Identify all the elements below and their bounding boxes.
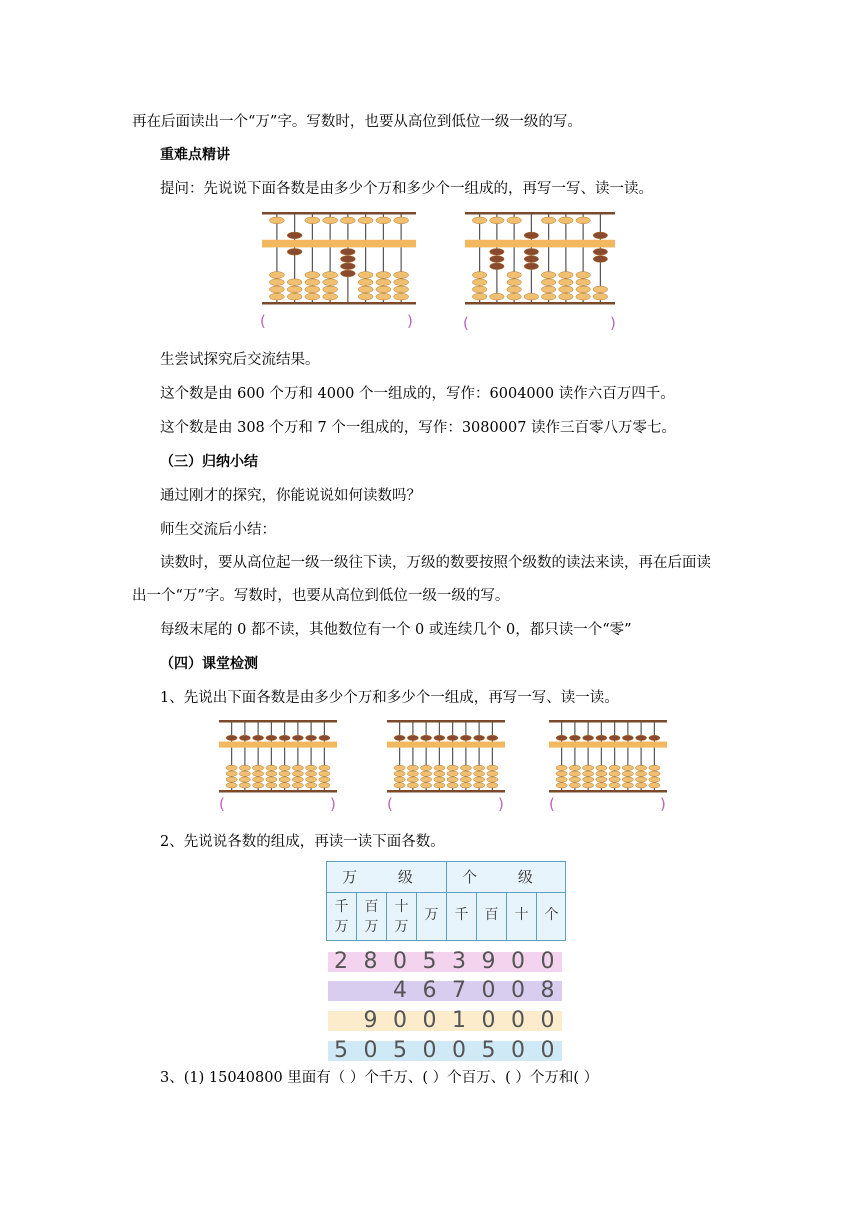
group-header-wan: 万 级 — [342, 868, 431, 886]
place-column: 十 — [514, 907, 529, 923]
bead — [593, 248, 607, 255]
bead — [394, 783, 405, 788]
bead — [319, 783, 330, 788]
bead — [583, 783, 594, 788]
bead — [239, 783, 250, 788]
bead — [559, 286, 573, 293]
bead — [394, 765, 405, 770]
bead — [622, 765, 633, 770]
bead — [434, 777, 445, 782]
beam — [549, 742, 667, 748]
bead — [269, 279, 284, 286]
bead — [569, 765, 580, 770]
digit: 0 — [511, 978, 525, 1003]
bead — [460, 783, 471, 788]
bead — [487, 777, 498, 782]
bead — [622, 771, 633, 776]
answer-paren-open: ( — [387, 795, 393, 813]
bead — [472, 279, 486, 286]
paragraph-2: 这个数是由 600 个万和 4000 个一组成的，写作：6004000 读作六百万四千。 — [160, 386, 675, 402]
bead — [306, 777, 317, 782]
digit: 0 — [511, 1038, 525, 1063]
bead — [376, 217, 391, 224]
bead — [541, 279, 555, 286]
bead — [593, 293, 607, 300]
heading-summary: （三）归纳小结 — [160, 454, 258, 470]
bead — [636, 777, 647, 782]
digit: 0 — [393, 1008, 407, 1033]
digit: 5 — [393, 1038, 407, 1063]
bead — [541, 217, 555, 224]
bead — [287, 279, 302, 286]
bead — [253, 765, 264, 770]
bead — [524, 256, 538, 263]
digit: 0 — [422, 1038, 437, 1063]
bead — [583, 771, 594, 776]
group-header-ge: 个 级 — [462, 868, 551, 886]
bead — [292, 777, 303, 782]
digit: 7 — [452, 978, 466, 1003]
bead — [609, 735, 620, 740]
bead — [460, 765, 471, 770]
digit: 1 — [452, 1008, 466, 1033]
bead — [609, 777, 620, 782]
answer-paren-open: ( — [549, 795, 555, 813]
exercise-1: 1、先说出下面各数是由多少个万和多少个一组成，再写一写、读一读。 — [160, 690, 619, 706]
bead — [292, 783, 303, 788]
exercise-2: 2、先说说各数的组成，再读一读下面各数。 — [160, 834, 445, 850]
paragraph-3: 这个数是由 308 个万和 7 个一组成的，写作：3080007 读作三百零八万零七。 — [160, 420, 677, 436]
bead — [487, 783, 498, 788]
bead — [576, 279, 590, 286]
bead — [407, 735, 418, 740]
bead — [287, 293, 302, 300]
bead — [524, 293, 538, 300]
digit: 8 — [363, 949, 378, 974]
beam — [262, 240, 416, 248]
bead — [472, 272, 486, 279]
bead — [622, 783, 633, 788]
paragraph-5: 师生交流后小结： — [160, 522, 276, 538]
bead — [524, 248, 538, 255]
digit: 2 — [334, 949, 348, 974]
paragraph-1: 生尝试探究后交流结果。 — [160, 352, 320, 368]
bead — [559, 217, 573, 224]
bead — [323, 217, 338, 224]
bead — [266, 783, 277, 788]
bead — [358, 272, 373, 279]
bead — [490, 248, 504, 255]
bead — [541, 293, 555, 300]
question-1: 提问：先说说下面各数是由多少个万和多少个一组成的，再写一写、读一读。 — [160, 181, 653, 197]
digit: 0 — [393, 949, 407, 974]
bead — [472, 217, 486, 224]
bead — [576, 272, 590, 279]
bead — [319, 771, 330, 776]
bead — [490, 293, 504, 300]
bead — [266, 765, 277, 770]
bead — [253, 783, 264, 788]
exercise-3: 3、(1) 15040800 里面有（ ）个千万、( ）个百万、( ）个万和( ） — [160, 1070, 599, 1086]
bead — [472, 286, 486, 293]
bead — [358, 279, 373, 286]
bead — [407, 777, 418, 782]
bead — [583, 777, 594, 782]
bead — [583, 735, 594, 740]
bead — [340, 270, 355, 277]
bead — [434, 771, 445, 776]
answer-paren-open: ( — [463, 314, 469, 332]
bead — [394, 293, 409, 300]
bead — [596, 771, 607, 776]
bead — [622, 777, 633, 782]
answer-paren-close: ) — [660, 795, 666, 813]
bead — [266, 735, 277, 740]
bead — [421, 735, 432, 740]
bead — [576, 293, 590, 300]
digit: 0 — [540, 1008, 555, 1033]
digit: 8 — [540, 978, 555, 1003]
bead — [507, 217, 521, 224]
bead — [323, 279, 338, 286]
heading-classroom-test: （四）课堂检测 — [160, 656, 258, 672]
digit: 5 — [422, 949, 437, 974]
bead — [340, 256, 355, 263]
bead — [292, 735, 303, 740]
bead — [421, 777, 432, 782]
paragraph-7: 出一个“万”字。写数时，也要从高位到低位一级一级的写。 — [132, 588, 510, 604]
answer-paren-open: ( — [219, 795, 225, 813]
bead — [649, 777, 660, 782]
answer-paren-close: ) — [610, 314, 616, 332]
bead — [609, 771, 620, 776]
bead — [556, 783, 567, 788]
bead — [394, 286, 409, 293]
digit: 5 — [481, 1038, 496, 1063]
bead — [226, 777, 237, 782]
bead — [487, 771, 498, 776]
bead — [394, 735, 405, 740]
bead — [253, 735, 264, 740]
bead — [266, 771, 277, 776]
bead — [306, 765, 317, 770]
beam — [387, 742, 505, 748]
digit: 6 — [422, 978, 437, 1003]
bead — [596, 765, 607, 770]
number-row-3 — [328, 1038, 562, 1063]
abacus-exercise-b — [387, 718, 505, 794]
bead — [541, 272, 555, 279]
bead — [447, 735, 458, 740]
bead — [556, 765, 567, 770]
bead — [569, 771, 580, 776]
bead — [358, 286, 373, 293]
bead — [279, 765, 290, 770]
bead — [319, 777, 330, 782]
digit: 9 — [481, 949, 496, 974]
bead — [407, 783, 418, 788]
bead — [556, 735, 567, 740]
bead — [239, 777, 250, 782]
bead — [269, 286, 284, 293]
bead — [596, 777, 607, 782]
abacus-3080007 — [465, 210, 615, 306]
bead — [474, 771, 485, 776]
bead — [376, 279, 391, 286]
digit: 0 — [481, 978, 496, 1003]
bead — [394, 279, 409, 286]
place-column: 十 万 — [394, 899, 409, 935]
bead — [279, 783, 290, 788]
bead — [226, 783, 237, 788]
bead — [541, 286, 555, 293]
digit: 0 — [540, 949, 555, 974]
bead — [447, 765, 458, 770]
digit: 0 — [540, 1038, 555, 1063]
bead — [253, 771, 264, 776]
bead — [239, 765, 250, 770]
bead — [593, 286, 607, 293]
bead — [460, 771, 471, 776]
bead — [292, 765, 303, 770]
number-row-0 — [328, 949, 562, 974]
bead — [559, 279, 573, 286]
bead — [421, 783, 432, 788]
bead — [434, 735, 445, 740]
place-column: 千 万 — [334, 899, 349, 935]
bead — [487, 735, 498, 740]
bead — [340, 248, 355, 255]
bead — [609, 783, 620, 788]
bead — [226, 771, 237, 776]
bead — [319, 735, 330, 740]
bead — [490, 217, 504, 224]
bead — [269, 217, 284, 224]
bead — [323, 293, 338, 300]
bead — [593, 232, 607, 239]
bead — [434, 765, 445, 770]
bead — [394, 272, 409, 279]
bead — [447, 783, 458, 788]
bead — [376, 286, 391, 293]
bead — [279, 771, 290, 776]
bead — [490, 263, 504, 270]
bead — [319, 765, 330, 770]
bead — [407, 765, 418, 770]
bead — [306, 735, 317, 740]
digit: 0 — [511, 949, 525, 974]
bead — [507, 293, 521, 300]
bead — [434, 783, 445, 788]
bead — [576, 217, 590, 224]
bead — [279, 777, 290, 782]
bead — [358, 217, 373, 224]
bead — [556, 777, 567, 782]
answer-paren-close: ) — [407, 312, 413, 330]
bead — [487, 765, 498, 770]
bead — [596, 735, 607, 740]
bead — [507, 286, 521, 293]
bead — [394, 217, 409, 224]
digit: 4 — [393, 978, 407, 1003]
digit: 0 — [452, 1038, 466, 1063]
bead — [376, 272, 391, 279]
digit: 0 — [422, 1008, 437, 1033]
bead — [287, 286, 302, 293]
bead — [490, 256, 504, 263]
bead — [460, 735, 471, 740]
bead — [323, 286, 338, 293]
bead — [407, 771, 418, 776]
bead — [305, 293, 320, 300]
bead — [649, 771, 660, 776]
bead — [269, 272, 284, 279]
bead — [358, 293, 373, 300]
bead — [524, 263, 538, 270]
bead — [340, 263, 355, 270]
bead — [306, 783, 317, 788]
bead — [421, 765, 432, 770]
bead — [474, 735, 485, 740]
line-continuation: 再在后面读出一个“万”字。写数时，也要从高位到低位一级一级的写。 — [132, 114, 582, 130]
bead — [583, 765, 594, 770]
digit: 0 — [481, 1008, 496, 1033]
place-column: 个 — [544, 907, 559, 923]
bead — [649, 765, 660, 770]
bead — [226, 765, 237, 770]
bead — [636, 771, 647, 776]
bead — [376, 293, 391, 300]
digit: 5 — [334, 1038, 348, 1063]
number-row-1 — [328, 978, 562, 1003]
bead — [305, 279, 320, 286]
bead — [279, 735, 290, 740]
place-column: 千 — [454, 907, 469, 923]
paragraph-8: 每级末尾的 0 都不读，其他数位有一个 0 或连续几个 0，都只读一个“零” — [160, 622, 632, 638]
bead — [524, 232, 538, 239]
bead — [636, 783, 647, 788]
bead — [556, 771, 567, 776]
digit: 0 — [511, 1008, 525, 1033]
beam — [219, 742, 337, 748]
answer-paren-open: ( — [260, 312, 266, 330]
bead — [447, 771, 458, 776]
bead — [474, 765, 485, 770]
bead — [253, 777, 264, 782]
bead — [306, 771, 317, 776]
bead — [649, 735, 660, 740]
bead — [569, 777, 580, 782]
bead — [394, 771, 405, 776]
bead — [609, 765, 620, 770]
bead — [460, 777, 471, 782]
bead — [622, 735, 633, 740]
bead — [636, 765, 647, 770]
bead — [474, 777, 485, 782]
bead — [239, 735, 250, 740]
bead — [636, 735, 647, 740]
bead — [596, 783, 607, 788]
digit: 3 — [452, 949, 466, 974]
digit: 0 — [363, 1038, 378, 1063]
bead — [239, 771, 250, 776]
bead — [287, 232, 302, 239]
bead — [472, 293, 486, 300]
digit: 9 — [363, 1008, 378, 1033]
place-value-table — [326, 861, 566, 941]
bead — [226, 735, 237, 740]
bead — [447, 777, 458, 782]
answer-paren-close: ) — [498, 795, 504, 813]
paragraph-4: 通过刚才的探究，你能说说如何读数吗？ — [160, 488, 421, 504]
abacus-6004000 — [262, 210, 416, 306]
bead — [292, 771, 303, 776]
bead — [269, 293, 284, 300]
place-column: 百 万 — [364, 899, 379, 935]
paragraph-6: 读数时，要从高位起一级一级往下读，万级的数要按照个级数的读法来读，再在后面读 — [160, 555, 711, 571]
place-column: 万 — [424, 907, 439, 923]
bead — [287, 248, 302, 255]
bead — [323, 272, 338, 279]
bead — [559, 272, 573, 279]
bead — [305, 272, 320, 279]
number-row-2 — [328, 1008, 562, 1033]
bead — [421, 771, 432, 776]
bead — [569, 783, 580, 788]
answer-paren-close: ) — [330, 795, 336, 813]
heading-key-points: 重难点精讲 — [160, 147, 230, 163]
bead — [569, 735, 580, 740]
bead — [305, 286, 320, 293]
bead — [305, 217, 320, 224]
beam — [465, 240, 615, 248]
abacus-exercise-a — [219, 718, 337, 794]
bead — [593, 256, 607, 263]
bead — [474, 783, 485, 788]
bead — [394, 777, 405, 782]
place-column: 百 — [484, 907, 499, 923]
bead — [507, 279, 521, 286]
bead — [340, 217, 355, 224]
bead — [507, 272, 521, 279]
bead — [649, 783, 660, 788]
bead — [266, 777, 277, 782]
abacus-exercise-c — [549, 718, 667, 794]
bead — [576, 286, 590, 293]
bead — [559, 293, 573, 300]
